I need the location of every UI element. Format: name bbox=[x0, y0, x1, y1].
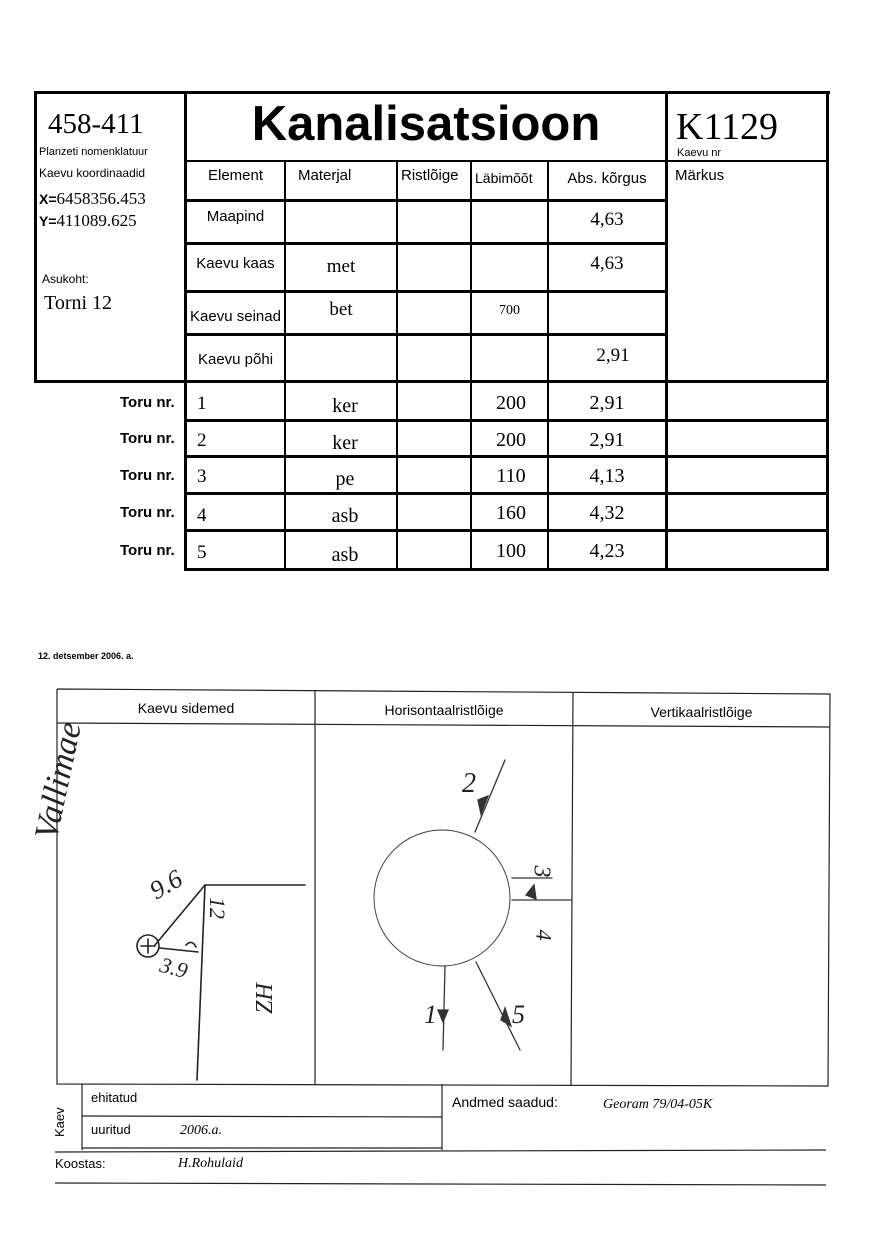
sketch-col-connections-title: Kaevu sidemed bbox=[137, 700, 235, 716]
element-elevation: 4,63 bbox=[590, 253, 624, 274]
surveyed-value: 2006.a. bbox=[180, 1123, 222, 1138]
data-source-value: Georam 79/04-05K bbox=[603, 1097, 713, 1112]
pipe-diameter: 200 bbox=[496, 392, 526, 414]
document-date: 12. detsember 2006. a. bbox=[38, 651, 134, 661]
pipe-elevation: 4,32 bbox=[589, 502, 625, 524]
pipe-elevation: 4,13 bbox=[589, 465, 625, 487]
built-label: ehitatud bbox=[91, 1090, 138, 1105]
house-label: ZH bbox=[251, 983, 278, 1014]
well-number-label: Kaevu nr bbox=[677, 147, 722, 159]
pipe-elevation: 2,91 bbox=[589, 429, 625, 451]
pipe-label-2: 2 bbox=[462, 768, 476, 799]
pipe-material: ker bbox=[332, 432, 358, 454]
page-title: Kanalisatsioon bbox=[251, 97, 601, 151]
y-coordinate-label: Y= bbox=[39, 213, 57, 229]
sheet-code-label: Planzeti nomenklatuur bbox=[39, 146, 148, 158]
pipe-label: Toru nr. bbox=[120, 394, 175, 411]
pipe-diameter: 100 bbox=[496, 540, 526, 562]
pipe-elevation: 4,23 bbox=[589, 540, 625, 562]
surveyed-label: uuritud bbox=[91, 1122, 131, 1137]
pipe-number: 2 bbox=[197, 430, 207, 451]
col-elevation: Abs. kõrgus bbox=[567, 170, 647, 187]
pipe-elevation: 2,91 bbox=[589, 392, 625, 414]
pipe-label-4: 4 bbox=[531, 929, 557, 941]
col-element: Element bbox=[207, 167, 264, 184]
well-number: K1129 bbox=[676, 106, 779, 148]
location-value: Torni 12 bbox=[44, 292, 113, 314]
element-material: bet bbox=[329, 299, 353, 320]
compiled-label: Koostas: bbox=[55, 1156, 106, 1171]
pipe-material: pe bbox=[335, 468, 355, 490]
pipe-number: 3 bbox=[197, 466, 207, 487]
pipe-label: Toru nr. bbox=[120, 430, 175, 447]
x-coordinate-value: 6458356.453 bbox=[56, 189, 146, 208]
pipe-number: 5 bbox=[197, 542, 207, 563]
pipe-number: 1 bbox=[197, 393, 207, 414]
col-material: Materjal bbox=[298, 167, 352, 184]
data-source-label: Andmed saadud: bbox=[452, 1094, 558, 1110]
coordinates-label: Kaevu koordinaadid bbox=[39, 166, 146, 180]
distance-b: 12 bbox=[205, 897, 230, 919]
y-coordinate-value: 411089.625 bbox=[56, 211, 137, 230]
well-side-label: Kaev bbox=[52, 1107, 67, 1137]
pipe-label: Toru nr. bbox=[120, 467, 175, 484]
pipe-diameter: 160 bbox=[496, 502, 526, 524]
element-name: Kaevu seinad bbox=[190, 308, 281, 325]
element-elevation: 4,63 bbox=[590, 209, 624, 230]
col-notes: Märkus bbox=[675, 167, 725, 184]
pipe-material: asb bbox=[331, 505, 359, 527]
pipe-diameter: 110 bbox=[496, 465, 526, 487]
distance-c: 3.9 bbox=[157, 951, 191, 984]
col-cross-section: Ristlõige bbox=[401, 167, 459, 184]
pipe-label: Toru nr. bbox=[120, 542, 175, 559]
element-name: Kaevu põhi bbox=[197, 351, 274, 368]
element-name: Kaevu kaas bbox=[196, 255, 275, 272]
pipe-diameter: 200 bbox=[496, 429, 526, 451]
sketch-col-horizontal-title: Horisontaalristlõige bbox=[384, 702, 504, 718]
street-name: Vallimae bbox=[28, 718, 89, 843]
col-diameter: Läbimõõt bbox=[475, 170, 533, 186]
element-material: met bbox=[326, 256, 356, 277]
pipe-label-5: 5 bbox=[512, 1000, 525, 1029]
element-diameter: 700 bbox=[499, 303, 520, 318]
pipe-material: asb bbox=[331, 544, 359, 566]
pipe-label: Toru nr. bbox=[120, 504, 175, 521]
pipe-number: 4 bbox=[197, 505, 207, 526]
sketch-col-vertical-title: Vertikaalristlõige bbox=[650, 704, 753, 720]
pipe-material: ker bbox=[332, 395, 358, 417]
pipe-label-1: 1 bbox=[424, 1000, 437, 1029]
distance-a: 9.6 bbox=[144, 863, 188, 906]
compiled-value: H.Rohulaid bbox=[178, 1156, 243, 1171]
element-name: Maapind bbox=[206, 208, 265, 225]
sheet-code: 458-411 bbox=[48, 108, 144, 140]
pipe-label-3: 3 bbox=[528, 865, 555, 878]
x-coordinate-label: X= bbox=[39, 191, 57, 207]
location-label: Asukoht: bbox=[42, 272, 89, 286]
element-elevation: 2,91 bbox=[596, 345, 630, 366]
